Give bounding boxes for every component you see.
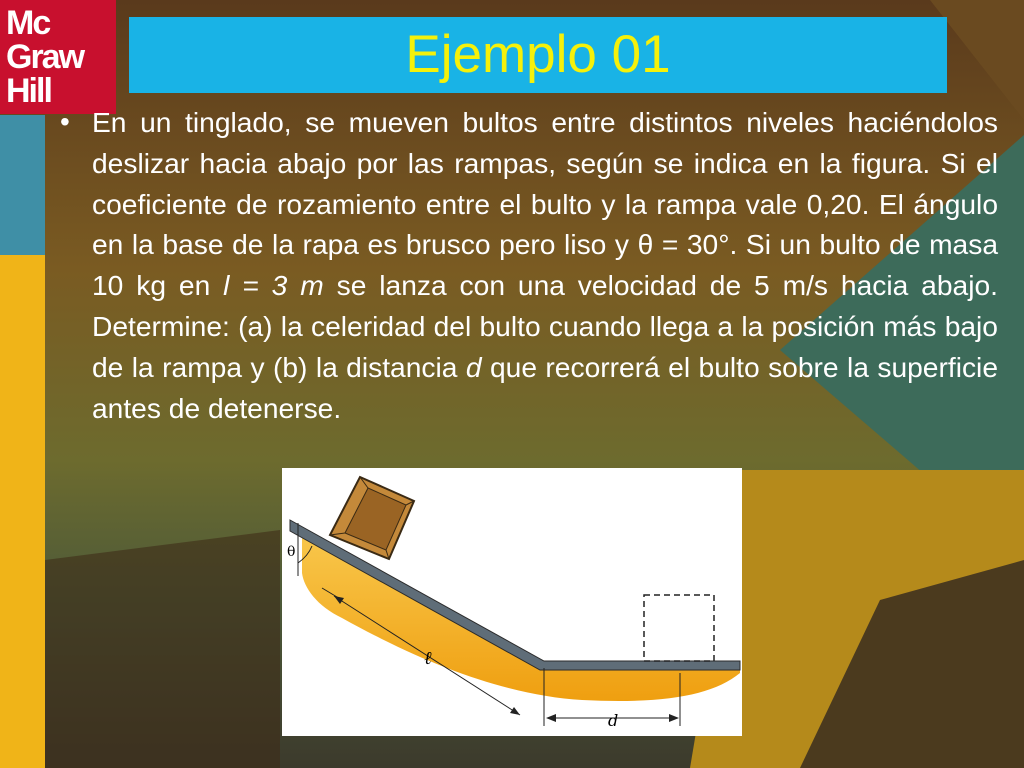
ground-fill bbox=[302, 538, 740, 701]
crate bbox=[330, 477, 414, 559]
ramp-figure bbox=[282, 468, 742, 736]
variable-d: d bbox=[465, 350, 482, 383]
mcgraw-hill-logo bbox=[0, 0, 116, 114]
problem-paragraph bbox=[92, 102, 998, 428]
crate-final-position bbox=[644, 595, 714, 661]
d-arrow-end bbox=[669, 714, 679, 722]
label-theta: θ bbox=[287, 544, 296, 560]
logo-line-hill: Hill bbox=[6, 72, 51, 110]
problem-text-1: En un tinglado, se mueven bultos entre distintos niveles haciéndolos deslizar hacia abajo por las rampas, según se indica en la figura. Si el coeficiente de rozamiento entre el bulto y la rampa vale 0,20. El ángulo en la base de la rapa es brusco pero liso y θ = 30°. Si un bulto de masa 10 kg en bbox=[92, 106, 998, 302]
ramp-diagram bbox=[282, 468, 742, 736]
slide-title: Ejemplo 01 bbox=[405, 25, 671, 84]
problem-text-3: que recorrerá el bulto sobre la superficie antes de detenerse. bbox=[92, 350, 998, 424]
title-bar bbox=[129, 17, 947, 93]
variable-l: l = 3 m bbox=[223, 269, 324, 302]
d-arrow-start bbox=[546, 714, 556, 722]
bg-left-strip-gold bbox=[0, 255, 45, 768]
logo-line-graw: Graw bbox=[6, 38, 84, 76]
bg-left-strip-blue bbox=[0, 115, 45, 255]
bg-bottom-left-dark bbox=[45, 530, 280, 768]
bullet: • bbox=[60, 106, 70, 137]
l-arrow-end bbox=[510, 707, 520, 715]
body-text bbox=[60, 102, 998, 428]
label-d: d bbox=[608, 711, 619, 730]
logo-line-mc: Mc bbox=[6, 4, 50, 42]
problem-text-2: se lanza con una velocidad de 5 m/s hacia abajo. Determine: (a) la celeridad del bulto cuando llega a la posición más bajo de la rampa y (b) la distancia bbox=[92, 269, 998, 383]
label-l: ℓ bbox=[424, 648, 432, 669]
